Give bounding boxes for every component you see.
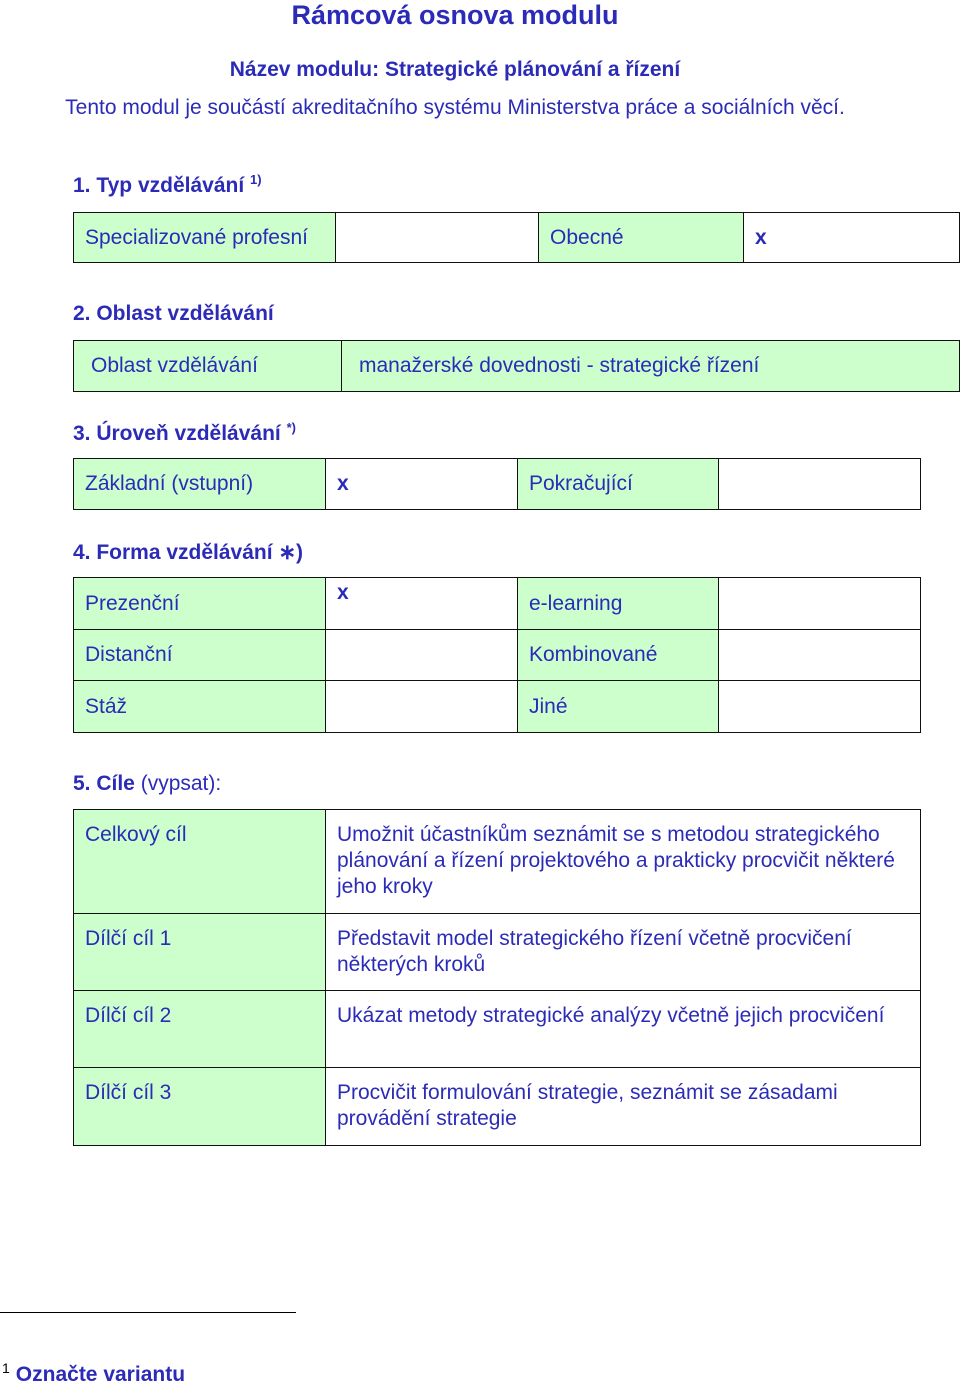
goal-label-cell: Dílčí cíl 3 — [74, 1068, 326, 1146]
section5-heading-suffix: (vypsat): — [134, 772, 222, 795]
form-jine-mark[interactable] — [719, 681, 921, 733]
footnote-number: 1 — [2, 1360, 10, 1376]
form-staz-cell: Stáž — [74, 681, 326, 733]
form-kombinovane-mark[interactable] — [719, 630, 921, 681]
section3-heading-text: 3. Úroveň vzdělávání — [73, 422, 281, 445]
intro-text: Tento modul je součástí akreditačního systému Ministerstva práce a sociálních věcí. — [65, 96, 845, 119]
goal-text-cell: Ukázat metody strategické analýzy včetně jejich procvičení — [326, 991, 921, 1068]
form-distancni-cell: Distanční — [74, 630, 326, 681]
footnote-separator — [0, 1312, 296, 1313]
goals-table — [73, 809, 921, 1146]
section1-heading — [73, 172, 262, 198]
module-name: Název modulu: Strategické plánování a řízení — [229, 58, 681, 81]
type-specialized-mark[interactable] — [336, 213, 539, 263]
footnote — [2, 1360, 185, 1387]
page-title: Rámcová osnova modulu — [291, 0, 619, 30]
section1-heading-sup: 1) — [250, 172, 262, 187]
section1-table — [73, 212, 960, 263]
form-distancni-mark[interactable] — [326, 630, 518, 681]
section3-heading-sup: *) — [286, 420, 296, 435]
goal-text-cell: Představit model strategického řízení včetně procvičení některých kroků — [326, 914, 921, 991]
area-value-cell: manažerské dovednosti - strategické řízení — [342, 341, 960, 392]
section5-heading — [73, 772, 221, 796]
level-continuing-cell: Pokračující — [518, 459, 719, 510]
goal-text-cell: Procvičit formulování strategie, seznámit se zásadami provádění strategie — [326, 1068, 921, 1146]
section2-table — [73, 340, 960, 392]
section4-table — [73, 577, 921, 733]
form-kombinovane-cell: Kombinované — [518, 630, 719, 681]
goal-label-cell: Celkový cíl — [74, 810, 326, 914]
type-general-mark[interactable]: x — [744, 213, 960, 263]
section2-heading: 2. Oblast vzdělávání — [73, 302, 274, 325]
footnote-text: Označte variantu — [15, 1363, 186, 1386]
goal-label-cell: Dílčí cíl 1 — [74, 914, 326, 991]
type-specialized-cell: Specializované profesní — [74, 213, 336, 263]
section4-heading-text: 4. Forma vzdělávání — [73, 541, 273, 564]
area-label-cell: Oblast vzdělávání — [74, 341, 342, 392]
section1-heading-text: 1. Typ vzdělávání — [73, 174, 245, 197]
type-general-cell: Obecné — [539, 213, 744, 263]
form-elearning-cell: e-learning — [518, 578, 719, 630]
section4-heading-suffix: ∗) — [278, 541, 304, 564]
form-jine-cell: Jiné — [518, 681, 719, 733]
level-continuing-mark[interactable] — [719, 459, 921, 510]
form-prezencni-cell: Prezenční — [74, 578, 326, 630]
section3-heading — [73, 420, 296, 446]
section5-heading-text: 5. Cíle — [73, 772, 135, 795]
form-prezencni-mark[interactable]: x — [326, 578, 518, 630]
goal-label-cell: Dílčí cíl 2 — [74, 991, 326, 1068]
level-basic-cell: Základní (vstupní) — [74, 459, 326, 510]
goal-text-cell: Umožnit účastníkům seznámit se s metodou strategického plánování a řízení projektového a prakticky procvičit některé jeho kroky — [326, 810, 921, 914]
form-elearning-mark[interactable] — [719, 578, 921, 630]
section4-heading — [73, 540, 303, 565]
level-basic-mark[interactable]: x — [326, 459, 518, 510]
section3-table — [73, 458, 921, 510]
form-staz-mark[interactable] — [326, 681, 518, 733]
